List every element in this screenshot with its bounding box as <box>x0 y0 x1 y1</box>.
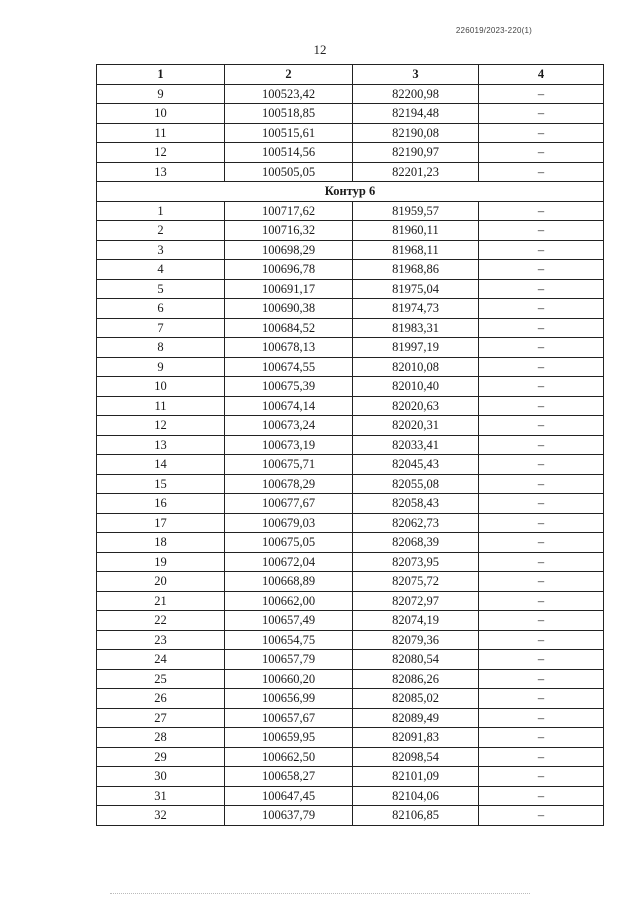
cell-y: 82190,97 <box>353 143 479 163</box>
cell-number: 6 <box>97 299 225 319</box>
cell-note: – <box>479 377 604 397</box>
cell-x: 100698,29 <box>225 240 353 260</box>
cell-x: 100657,79 <box>225 650 353 670</box>
table-row <box>97 455 604 475</box>
cell-number: 12 <box>97 416 225 436</box>
cell-number: 9 <box>97 357 225 377</box>
cell-number: 21 <box>97 591 225 611</box>
section-title: Контур 6 <box>97 182 604 202</box>
cell-number: 29 <box>97 747 225 767</box>
cell-number: 25 <box>97 669 225 689</box>
table-row <box>97 650 604 670</box>
cell-y: 81983,31 <box>353 318 479 338</box>
cell-number: 10 <box>97 377 225 397</box>
cell-y: 82055,08 <box>353 474 479 494</box>
table-row <box>97 611 604 631</box>
cell-y: 82079,36 <box>353 630 479 650</box>
cell-y: 82091,83 <box>353 728 479 748</box>
section-row <box>97 182 604 202</box>
cell-x: 100515,61 <box>225 123 353 143</box>
table-row <box>97 572 604 592</box>
cell-x: 100690,38 <box>225 299 353 319</box>
cell-number: 32 <box>97 806 225 826</box>
page-number: 12 <box>313 42 327 57</box>
cell-number: 18 <box>97 533 225 553</box>
cell-y: 82073,95 <box>353 552 479 572</box>
table-row <box>97 416 604 436</box>
cell-note: – <box>479 533 604 553</box>
table-row <box>97 377 604 397</box>
section-header <box>97 182 604 202</box>
cell-note: – <box>479 104 604 124</box>
cell-x: 100637,79 <box>225 806 353 826</box>
cell-note: – <box>479 435 604 455</box>
table-row <box>97 513 604 533</box>
cell-number: 17 <box>97 513 225 533</box>
table-row <box>97 767 604 787</box>
table-row <box>97 260 604 280</box>
column-header-y: 3 <box>353 65 479 85</box>
table-row <box>97 143 604 163</box>
cell-y: 82201,23 <box>353 162 479 182</box>
table-row <box>97 689 604 709</box>
cell-number: 24 <box>97 650 225 670</box>
cell-x: 100678,13 <box>225 338 353 358</box>
table-row <box>97 533 604 553</box>
table-row <box>97 357 604 377</box>
column-header-note: 4 <box>479 65 604 85</box>
cell-x: 100660,20 <box>225 669 353 689</box>
cell-y: 81968,11 <box>353 240 479 260</box>
cell-y: 81968,86 <box>353 260 479 280</box>
cell-note: – <box>479 494 604 514</box>
rows-before-section <box>97 84 604 182</box>
table-header-row <box>97 65 604 85</box>
cell-y: 82089,49 <box>353 708 479 728</box>
cell-note: – <box>479 279 604 299</box>
cell-y: 82194,48 <box>353 104 479 124</box>
cell-note: – <box>479 143 604 163</box>
cell-note: – <box>479 689 604 709</box>
cell-y: 82058,43 <box>353 494 479 514</box>
table-row <box>97 221 604 241</box>
cell-y: 82075,72 <box>353 572 479 592</box>
cell-x: 100657,49 <box>225 611 353 631</box>
cell-y: 82101,09 <box>353 767 479 787</box>
cell-note: – <box>479 786 604 806</box>
cell-x: 100658,27 <box>225 767 353 787</box>
table-row <box>97 435 604 455</box>
cell-y: 82106,85 <box>353 806 479 826</box>
cell-x: 100679,03 <box>225 513 353 533</box>
table-row <box>97 318 604 338</box>
cell-number: 12 <box>97 143 225 163</box>
cell-number: 14 <box>97 455 225 475</box>
cell-number: 31 <box>97 786 225 806</box>
cell-y: 82010,40 <box>353 377 479 397</box>
cell-number: 28 <box>97 728 225 748</box>
cell-number: 7 <box>97 318 225 338</box>
cell-x: 100523,42 <box>225 84 353 104</box>
cell-x: 100684,52 <box>225 318 353 338</box>
table-row <box>97 299 604 319</box>
cell-x: 100647,45 <box>225 786 353 806</box>
cell-note: – <box>479 260 604 280</box>
cell-number: 13 <box>97 435 225 455</box>
cell-number: 4 <box>97 260 225 280</box>
cell-number: 16 <box>97 494 225 514</box>
column-header-x: 2 <box>225 65 353 85</box>
table-row <box>97 240 604 260</box>
cell-y: 82190,08 <box>353 123 479 143</box>
table-row <box>97 84 604 104</box>
cell-note: – <box>479 708 604 728</box>
rows-after-section <box>97 201 604 825</box>
coordinates-table <box>96 64 604 826</box>
cell-y: 82085,02 <box>353 689 479 709</box>
cell-x: 100668,89 <box>225 572 353 592</box>
cell-number: 20 <box>97 572 225 592</box>
cell-note: – <box>479 416 604 436</box>
column-header-number: 1 <box>97 65 225 85</box>
cell-x: 100677,67 <box>225 494 353 514</box>
cell-number: 10 <box>97 104 225 124</box>
cell-y: 82074,19 <box>353 611 479 631</box>
cell-note: – <box>479 513 604 533</box>
cell-number: 1 <box>97 201 225 221</box>
table-row <box>97 474 604 494</box>
cell-y: 82062,73 <box>353 513 479 533</box>
cell-x: 100716,32 <box>225 221 353 241</box>
table-row <box>97 708 604 728</box>
cell-note: – <box>479 747 604 767</box>
cell-note: – <box>479 338 604 358</box>
cell-x: 100505,05 <box>225 162 353 182</box>
cell-y: 82072,97 <box>353 591 479 611</box>
table-row <box>97 338 604 358</box>
cell-number: 2 <box>97 221 225 241</box>
table-row <box>97 806 604 826</box>
cell-note: – <box>479 123 604 143</box>
footer-scan-marks <box>110 893 530 898</box>
cell-note: – <box>479 650 604 670</box>
cell-note: – <box>479 357 604 377</box>
cell-note: – <box>479 474 604 494</box>
cell-y: 81960,11 <box>353 221 479 241</box>
cell-note: – <box>479 84 604 104</box>
table-row <box>97 104 604 124</box>
cell-y: 81997,19 <box>353 338 479 358</box>
cell-note: – <box>479 201 604 221</box>
cell-number: 22 <box>97 611 225 631</box>
table-row <box>97 669 604 689</box>
cell-note: – <box>479 669 604 689</box>
cell-x: 100518,85 <box>225 104 353 124</box>
cell-note: – <box>479 396 604 416</box>
cell-note: – <box>479 806 604 826</box>
cell-number: 11 <box>97 396 225 416</box>
cell-note: – <box>479 221 604 241</box>
cell-x: 100656,99 <box>225 689 353 709</box>
cell-note: – <box>479 767 604 787</box>
cell-number: 8 <box>97 338 225 358</box>
cell-y: 82098,54 <box>353 747 479 767</box>
cell-number: 13 <box>97 162 225 182</box>
cell-number: 3 <box>97 240 225 260</box>
table-row <box>97 279 604 299</box>
table-row <box>97 552 604 572</box>
cell-x: 100673,24 <box>225 416 353 436</box>
table-row <box>97 494 604 514</box>
cell-x: 100717,62 <box>225 201 353 221</box>
cell-x: 100674,14 <box>225 396 353 416</box>
cell-note: – <box>479 240 604 260</box>
cell-y: 82200,98 <box>353 84 479 104</box>
cell-x: 100674,55 <box>225 357 353 377</box>
cell-x: 100675,39 <box>225 377 353 397</box>
cell-y: 82033,41 <box>353 435 479 455</box>
cell-x: 100654,75 <box>225 630 353 650</box>
cell-x: 100657,67 <box>225 708 353 728</box>
cell-x: 100673,19 <box>225 435 353 455</box>
cell-x: 100662,50 <box>225 747 353 767</box>
cell-y: 81959,57 <box>353 201 479 221</box>
cell-y: 82086,26 <box>353 669 479 689</box>
cell-x: 100672,04 <box>225 552 353 572</box>
cell-number: 26 <box>97 689 225 709</box>
cell-number: 5 <box>97 279 225 299</box>
cell-note: – <box>479 572 604 592</box>
cell-x: 100678,29 <box>225 474 353 494</box>
cell-x: 100675,05 <box>225 533 353 553</box>
cell-note: – <box>479 162 604 182</box>
cell-note: – <box>479 611 604 631</box>
cell-x: 100662,00 <box>225 591 353 611</box>
table-row <box>97 201 604 221</box>
cell-note: – <box>479 552 604 572</box>
table-row <box>97 630 604 650</box>
cell-note: – <box>479 591 604 611</box>
cell-y: 81975,04 <box>353 279 479 299</box>
cell-y: 82104,06 <box>353 786 479 806</box>
cell-number: 30 <box>97 767 225 787</box>
cell-y: 81974,73 <box>353 299 479 319</box>
document-id: 226019/2023-220(1) <box>455 26 532 35</box>
cell-y: 82020,31 <box>353 416 479 436</box>
cell-y: 82020,63 <box>353 396 479 416</box>
cell-number: 11 <box>97 123 225 143</box>
cell-number: 23 <box>97 630 225 650</box>
table-row <box>97 123 604 143</box>
table-row <box>97 591 604 611</box>
cell-y: 82068,39 <box>353 533 479 553</box>
cell-x: 100691,17 <box>225 279 353 299</box>
cell-x: 100659,95 <box>225 728 353 748</box>
cell-y: 82080,54 <box>353 650 479 670</box>
table-row <box>97 162 604 182</box>
table-row <box>97 747 604 767</box>
cell-number: 19 <box>97 552 225 572</box>
table-row <box>97 786 604 806</box>
cell-y: 82010,08 <box>353 357 479 377</box>
cell-number: 15 <box>97 474 225 494</box>
cell-y: 82045,43 <box>353 455 479 475</box>
cell-x: 100675,71 <box>225 455 353 475</box>
cell-note: – <box>479 728 604 748</box>
table-row <box>97 396 604 416</box>
cell-note: – <box>479 630 604 650</box>
cell-x: 100696,78 <box>225 260 353 280</box>
cell-note: – <box>479 455 604 475</box>
cell-note: – <box>479 299 604 319</box>
cell-number: 9 <box>97 84 225 104</box>
cell-x: 100514,56 <box>225 143 353 163</box>
cell-number: 27 <box>97 708 225 728</box>
cell-note: – <box>479 318 604 338</box>
table-row <box>97 728 604 748</box>
